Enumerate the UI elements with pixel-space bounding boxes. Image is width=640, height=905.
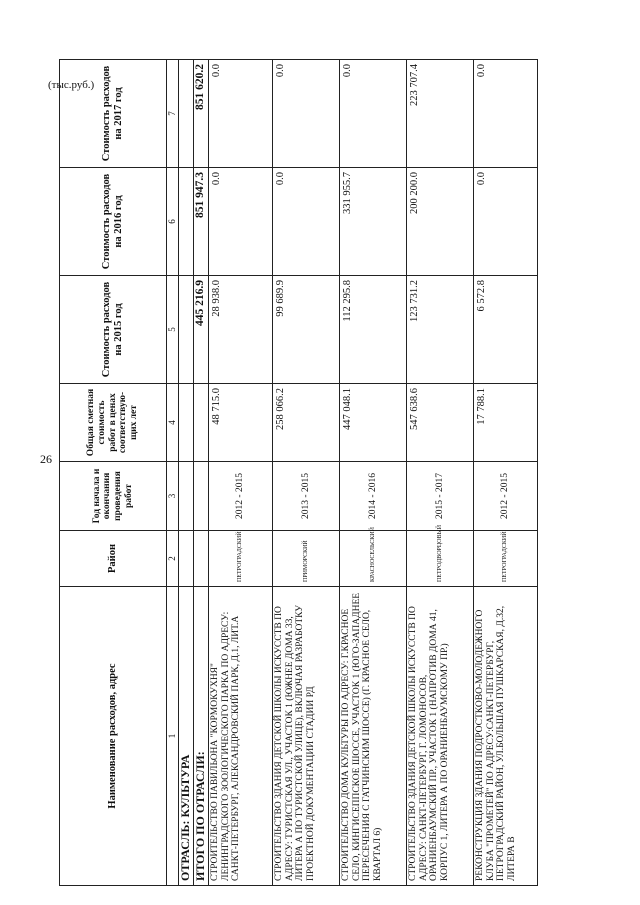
row-district: ПРИМОРСКИЙ [273, 531, 340, 587]
unit-label: (тыс.руб.) [48, 79, 95, 91]
column-number: 7 [167, 60, 179, 168]
row-2016: 200 200.0 [407, 168, 474, 276]
row-2017: 0.0 [340, 60, 407, 168]
header-2015: Стоимость расходов на 2015 год [60, 276, 167, 384]
row-2016: 331 955.7 [340, 168, 407, 276]
column-number: 3 [167, 462, 179, 531]
header-years: Год начала и окончания проведения работ [60, 462, 167, 531]
total-2016: 851 947.3 [194, 168, 209, 276]
total-2017: 851 620.2 [194, 60, 209, 168]
total-row [194, 60, 209, 886]
row-2017: 0.0 [209, 60, 273, 168]
column-number: 4 [167, 384, 179, 462]
row-2017: 223 707.4 [407, 60, 474, 168]
table-row [407, 60, 474, 886]
table-row [273, 60, 340, 886]
row-2016: 0.0 [209, 168, 273, 276]
row-district: ПЕТРОГРАДСКИЙ [474, 531, 538, 587]
row-2016: 0.0 [474, 168, 538, 276]
column-number: 6 [167, 168, 179, 276]
table-row [474, 60, 538, 886]
column-number-row [167, 60, 179, 886]
row-2015: 28 938.0 [209, 276, 273, 384]
rotated-table-container [59, 60, 579, 886]
row-2017: 0.0 [474, 60, 538, 168]
table-row [340, 60, 407, 886]
row-total-cost: 258 066.2 [273, 384, 340, 462]
section-row [179, 60, 194, 886]
row-total-cost: 447 048.1 [340, 384, 407, 462]
table-header-row [60, 60, 167, 886]
row-total-cost: 547 638.6 [407, 384, 474, 462]
table-row [209, 60, 273, 886]
header-name: Наименование расходов, адрес [60, 587, 167, 886]
row-2017: 0.0 [273, 60, 340, 168]
row-2015: 123 731.2 [407, 276, 474, 384]
row-years: 2014 - 2016 [340, 462, 407, 531]
column-number: 1 [167, 587, 179, 886]
row-2015: 6 572.8 [474, 276, 538, 384]
row-years: 2015 - 2017 [407, 462, 474, 531]
expenses-table [59, 59, 538, 886]
header-2017: Стоимость расходов на 2017 год [60, 60, 167, 168]
row-2015: 112 295.8 [340, 276, 407, 384]
row-years: 2013 - 2015 [273, 462, 340, 531]
total-label: ИТОГО ПО ОТРАСЛИ: [194, 587, 209, 886]
row-years: 2012 - 2015 [209, 462, 273, 531]
row-district: ПЕТРОДВОРЦОВЫЙ [407, 531, 474, 587]
row-total-cost: 17 788.1 [474, 384, 538, 462]
row-name: СТРОИТЕЛЬСТВО ЗДАНИЯ ДЕТСКОЙ ШКОЛЫ ИСКУССТВ ПО АДРЕСУ: САНКТ-ПЕТЕРБУРГ, Г. ЛОМОНОСОВ, ОРАНИЕНБАУМСКИЙ ПР., УЧАСТОК 1 (НАПРОТИВ ДОМА 41, КОРПУС 1, ЛИТЕРА А ПО ОРАНИЕНБАУМСКОМУ ПР.) [407, 587, 474, 886]
row-name: РЕКОНСТРУКЦИЯ ЗДАНИЯ ПОДРОСТКОВО-МОЛОДЕЖНОГО КЛУБА "ПРОМЕТЕЙ" ПО АДРЕСУ:САНКТ-ПЕТЕРБУРГ, ПЕТРОГРАДСКИЙ РАЙОН, УЛ.БОЛЬШАЯ ПУШКАРСКАЯ, Д.32, ЛИТЕРА В [474, 587, 538, 886]
page-number: 26 [40, 452, 52, 466]
header-total-cost: Общая сметная стоимость работ в ценах соответствую- щих лет [60, 384, 167, 462]
row-name: СТРОИТЕЛЬСТВО ПАВИЛЬОНА "КОРМОКУХНЯ" ЛЕНИНГРАДСКОГО ЗООЛОГИЧЕСКОГО ПАРКА ПО АДРЕСУ: САНКТ-ПЕТЕРБУРГ, АЛЕКСАНДРОВСКИЙ ПАРК, Д.1, ЛИТ.А [209, 587, 273, 886]
section-title: ОТРАСЛЬ: КУЛЬТУРА [179, 587, 194, 886]
row-name: СТРОИТЕЛЬСТВО ЗДАНИЯ ДЕТСКОЙ ШКОЛЫ ИСКУССТВ ПО АДРЕСУ: ТУРИСТСКАЯ УЛ., УЧАСТОК 1 (ЮЖНЕЕ ДОМА 33, ЛИТЕРА А ПО ТУРИСТСКОЙ УЛИЦЕ), ВКЛЮЧАЯ РАЗРАБОТКУ ПРОЕКТНОЙ ДОКУМЕНТАЦИИ СТАДИИ РД [273, 587, 340, 886]
row-years: 2012 - 2015 [474, 462, 538, 531]
row-2015: 99 689.9 [273, 276, 340, 384]
total-2015: 445 216.9 [194, 276, 209, 384]
header-2016: Стоимость расходов на 2016 год [60, 168, 167, 276]
column-number: 5 [167, 276, 179, 384]
row-district: ПЕТРОГРАДСКИЙ [209, 531, 273, 587]
row-district: КРАСНОСЕЛЬСКИЙ [340, 531, 407, 587]
row-2016: 0.0 [273, 168, 340, 276]
header-district: Район [60, 531, 167, 587]
column-number: 2 [167, 531, 179, 587]
row-total-cost: 48 715.0 [209, 384, 273, 462]
row-name: СТРОИТЕЛЬСТВО ДОМА КУЛЬТУРЫ ПО АДРЕСУ: Г.КРАСНОЕ СЕЛО, КИНГИСЕППСКОЕ ШОССЕ, УЧАСТОК 1 (ЮГО-ЗАПАДНЕЕ ПЕРЕСЕЧЕНИЯ С ГАТЧИНСКИМ ШОССЕ) (Г. КРАСНОЕ СЕЛО, КВАРТАЛ 6) [340, 587, 407, 886]
